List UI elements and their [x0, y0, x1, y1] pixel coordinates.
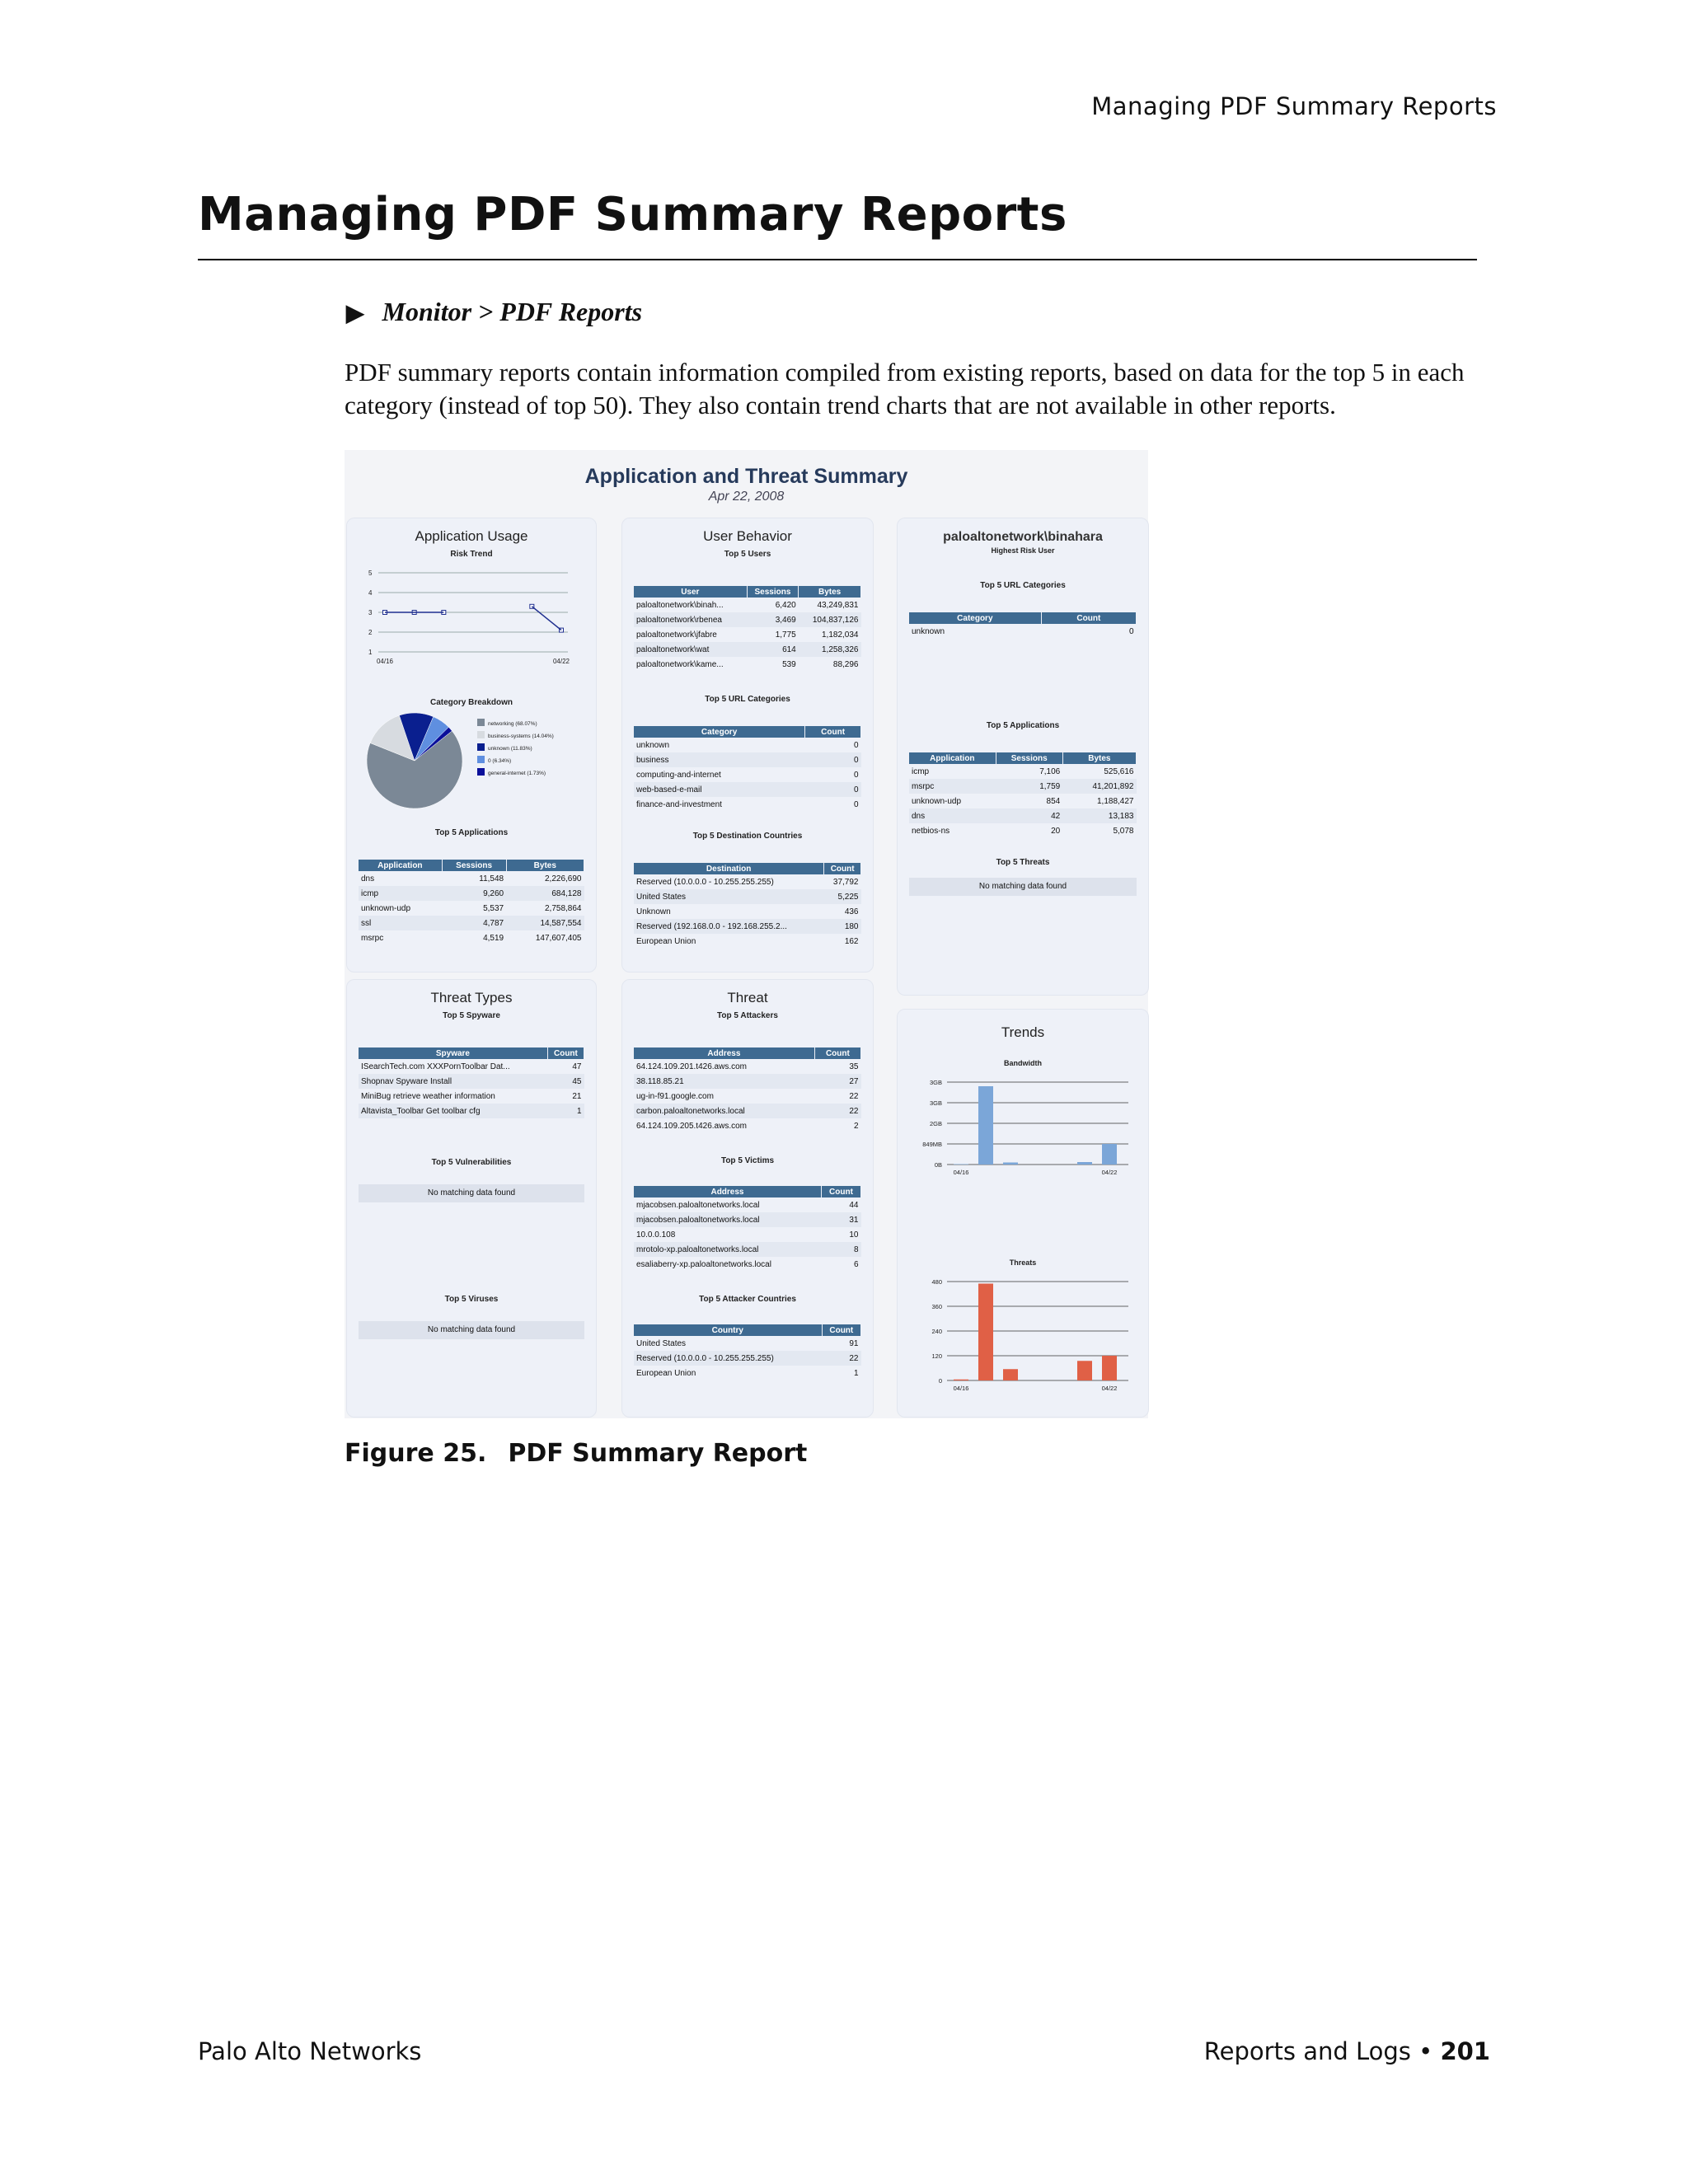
cell: mjacobsen.paloaltonetworks.local [634, 1212, 821, 1227]
y-tick-label: 3 [368, 609, 373, 616]
attacker-countries-table [634, 1324, 861, 1380]
cell: 14,587,554 [506, 916, 584, 930]
figure-caption [345, 1439, 828, 1468]
cell: web-based-e-mail [634, 782, 805, 797]
footer-page [1204, 2037, 1490, 2065]
table-row [634, 1197, 861, 1212]
legend-label: general-internet (1.73%) [488, 771, 546, 776]
cell: 22 [822, 1351, 860, 1366]
table-row [634, 767, 861, 782]
no-data-message: No matching data found [909, 878, 1137, 896]
cell: 31 [821, 1212, 860, 1227]
cell: 4,787 [442, 916, 506, 930]
page-number: 201 [1440, 2037, 1490, 2065]
panel-title: User Behavior [703, 528, 792, 544]
cell: 43,249,831 [817, 600, 859, 610]
x-tick-label: 04/16 [953, 1169, 969, 1176]
col-header: Count [547, 1047, 584, 1059]
table-row [634, 1089, 861, 1104]
col-header: Count [814, 1047, 860, 1059]
top-threats-title: Top 5 Threats [996, 858, 1050, 867]
cell: 162 [844, 936, 859, 946]
y-tick-label: 2 [368, 629, 373, 636]
cell: 44 [849, 1200, 859, 1210]
cell: 6 [853, 1259, 859, 1269]
cell: 37,792 [832, 877, 859, 887]
cell: Unknown [636, 907, 671, 916]
y-tick-label: 3GB [929, 1079, 942, 1086]
risk-trend-title: Risk Trend [450, 550, 493, 559]
table-row [634, 1212, 861, 1227]
col-header: User [634, 586, 747, 598]
y-tick-label: 360 [931, 1303, 942, 1310]
cell: 104,837,126 [799, 612, 861, 627]
cell: 38.118.85.21 [634, 1074, 814, 1089]
running-header: Managing PDF Summary Reports [1091, 92, 1497, 120]
cell: 0 [853, 740, 859, 750]
top-apps-title: Top 5 Applications [986, 721, 1060, 730]
table-row [634, 1059, 861, 1074]
cell: 1,759 [996, 779, 1062, 794]
y-tick-label: 0B [934, 1161, 942, 1169]
cell: finance-and-investment [636, 799, 722, 809]
legend-label: unknown (11.83%) [488, 746, 532, 752]
cell: 13,183 [1062, 808, 1136, 823]
cell: netbios-ns [912, 826, 950, 836]
legend-swatch [477, 731, 485, 738]
figure-label: Figure 25. [345, 1439, 487, 1468]
chart-title: Bandwidth [1004, 1059, 1042, 1067]
table-row [909, 794, 1137, 808]
panel-title: Threat [727, 990, 768, 1005]
y-tick-label: 0 [938, 1377, 942, 1385]
cell: unknown [912, 626, 945, 636]
nav-path [346, 297, 642, 327]
cell: computing-and-internet [636, 770, 721, 780]
title-rule [198, 259, 1477, 260]
cell: 20 [1051, 826, 1061, 836]
cell: ISearchTech.com XXXPornToolbar Dat... [361, 1062, 510, 1071]
cell: 539 [782, 659, 796, 669]
table-row [909, 779, 1137, 794]
col-header: Count [824, 863, 861, 874]
table-row [634, 1242, 861, 1257]
x-tick-label: 04/22 [1101, 1385, 1118, 1392]
cell: 2,758,864 [545, 903, 582, 913]
cell: unknown-udp [912, 796, 962, 806]
table-row [634, 627, 861, 642]
table-row [634, 612, 861, 627]
cell: 47 [572, 1062, 582, 1071]
table-row [909, 823, 1137, 838]
panel-threat [621, 979, 874, 1418]
table-row [634, 934, 861, 949]
table-row [359, 901, 584, 916]
cell: 436 [844, 907, 859, 916]
panel-title: Threat Types [430, 990, 513, 1005]
x-tick-label: 04/16 [376, 658, 394, 665]
bar [1077, 1361, 1092, 1380]
table-row [634, 738, 861, 752]
footer-section: Reports and Logs [1203, 2037, 1411, 2065]
table-row [634, 797, 861, 812]
table-row [634, 1351, 861, 1366]
cell: 525,616 [1104, 766, 1134, 776]
cell: United States [636, 1338, 687, 1348]
cell: 684,128 [506, 886, 584, 901]
col-header: Destination [634, 863, 824, 874]
cell: ssl [359, 916, 442, 930]
cell: 1 [547, 1104, 584, 1118]
y-tick-label: 120 [931, 1352, 942, 1360]
col-header: Bytes [1062, 752, 1136, 764]
top-dest-title: Top 5 Destination Countries [692, 832, 803, 841]
col-header: Sessions [442, 860, 506, 871]
no-data-message: No matching data found [359, 1184, 584, 1202]
col-header: Sessions [747, 586, 799, 598]
top-url-table [909, 612, 1137, 639]
report-figure [345, 450, 1148, 1418]
cell: paloaltonetwork\jfabre [636, 630, 717, 640]
cell: 27 [814, 1074, 860, 1089]
cell: ug-in-f91.google.com [636, 1091, 714, 1101]
top-url-title: Top 5 URL Categories [705, 695, 790, 704]
cell: MiniBug retrieve weather information [361, 1091, 495, 1101]
x-tick-label: 04/22 [1101, 1169, 1118, 1176]
table-row [634, 874, 861, 889]
report-date: Apr 22, 2008 [708, 490, 785, 504]
no-data-message: No matching data found [359, 1321, 584, 1339]
col-header: Bytes [506, 860, 584, 871]
cell: 41,201,892 [1062, 779, 1136, 794]
table-row [634, 1336, 861, 1351]
top-users-table [634, 586, 861, 672]
panel-user-behavior [621, 518, 874, 972]
table-row [634, 782, 861, 797]
table-row [634, 1227, 861, 1242]
table-row [634, 904, 861, 919]
intro-paragraph: PDF summary reports contain information compiled from existing reports, based on data for the top 5 in each category (instead of top 50). They also contain trend charts that are not available in other reports. [345, 358, 1465, 419]
cell: dns [361, 874, 375, 883]
legend-swatch [477, 756, 485, 763]
table-row [634, 1104, 861, 1118]
table-row [634, 1074, 861, 1089]
panel-title: paloaltonetwork\binahara [943, 530, 1103, 544]
col-header: Category [634, 726, 805, 738]
col-header: Count [822, 1324, 860, 1336]
cell: Reserved (10.0.0.0 - 10.255.255.255) [636, 877, 774, 887]
cell: dns [909, 808, 996, 823]
table-row [359, 886, 584, 901]
col-header: Count [805, 726, 861, 738]
cell: 88,296 [832, 659, 859, 669]
table-row [359, 1104, 584, 1118]
top-users-title: Top 5 Users [724, 550, 771, 559]
table-row [634, 1118, 861, 1133]
cell: msrpc [909, 779, 996, 794]
col-header: Count [821, 1186, 860, 1197]
bar [1077, 1162, 1092, 1165]
cell: esaliaberry-xp.paloaltonetworks.local [636, 1259, 771, 1269]
cell: unknown-udp [361, 903, 411, 913]
cell: 91 [849, 1338, 859, 1348]
table-row [634, 598, 861, 612]
table-row [359, 871, 584, 886]
cell: paloaltonetwork\kame... [636, 659, 724, 669]
col-header: Count [1041, 612, 1136, 624]
vulnerabilities-title: Top 5 Vulnerabilities [431, 1158, 512, 1167]
cell: paloaltonetwork\wat [634, 642, 747, 657]
top-apps-table [909, 752, 1137, 838]
cell: 7,106 [1039, 766, 1061, 776]
cell: unknown [636, 740, 670, 750]
bandwidth-chart [898, 1049, 1148, 1197]
col-header: Application [909, 752, 996, 764]
bar [978, 1086, 993, 1165]
panel-highest-risk-user [897, 518, 1149, 996]
panel-title: Application Usage [415, 528, 528, 544]
col-header: Spyware [359, 1047, 547, 1059]
cell: 1,775 [775, 630, 796, 640]
legend-swatch [477, 768, 485, 776]
category-breakdown-title: Category Breakdown [429, 698, 513, 707]
cell: icmp [359, 886, 442, 901]
cell: 180 [824, 919, 861, 934]
panel-subtitle: Highest Risk User [991, 546, 1055, 555]
nav-path-text: Monitor > PDF Reports [382, 297, 643, 326]
cell: 0 [1128, 626, 1134, 636]
y-tick-label: 2GB [929, 1120, 942, 1127]
y-tick-label: 5 [368, 569, 373, 577]
spyware-title: Top 5 Spyware [443, 1011, 500, 1020]
risk-trend-line [532, 607, 561, 630]
cell: 147,607,405 [535, 933, 582, 943]
cell: 2 [853, 1121, 859, 1131]
cell: paloaltonetwork\rbenea [634, 612, 747, 627]
table-row [359, 1059, 584, 1074]
bar [1102, 1356, 1117, 1380]
cell: Reserved (192.168.0.0 - 192.168.255.2... [634, 919, 824, 934]
bar [1003, 1369, 1018, 1380]
y-tick-label: 3GB [929, 1099, 942, 1107]
cell: United States [634, 889, 824, 904]
footer-bullet: • [1418, 2037, 1433, 2065]
top-url-title: Top 5 URL Categories [980, 581, 1066, 590]
cell: 64.124.109.205.t426.aws.com [636, 1121, 747, 1131]
table-row [909, 808, 1137, 823]
cell: 0 [805, 752, 861, 767]
table-row [634, 657, 861, 672]
cell: 1,258,326 [799, 642, 861, 657]
cell: 3,469 [747, 612, 799, 627]
panel-application-usage [346, 518, 597, 972]
cell: 5,225 [824, 889, 861, 904]
cell: 45 [547, 1074, 584, 1089]
col-header: Application [359, 860, 442, 871]
cell: 1 [853, 1368, 859, 1378]
cell: 614 [747, 642, 799, 657]
victims-title: Top 5 Victims [720, 1156, 775, 1165]
legend-label: 0 (6.34%) [488, 758, 512, 764]
spyware-table [359, 1047, 584, 1118]
table-row [909, 764, 1137, 779]
cell: 42 [996, 808, 1062, 823]
table-row [909, 624, 1137, 639]
legend-swatch [477, 719, 485, 726]
cell: business [634, 752, 805, 767]
col-header: Address [634, 1186, 821, 1197]
cell: mjacobsen.paloaltonetworks.local [636, 1200, 760, 1210]
table-row [359, 930, 584, 945]
report-title: Application and Threat Summary [584, 465, 908, 488]
cell: msrpc [361, 933, 384, 943]
cell: 0 [805, 782, 861, 797]
cell: 11,548 [479, 874, 504, 883]
bar [1003, 1163, 1018, 1165]
cell: 64.124.109.201.t426.aws.com [636, 1062, 747, 1071]
category-pie-chart [347, 711, 596, 818]
cell: 8 [821, 1242, 860, 1257]
cell: 4,519 [483, 933, 504, 943]
footer-company: Palo Alto Networks [198, 2037, 422, 2065]
cell: 0 [853, 770, 859, 780]
cell: 5,537 [483, 903, 504, 913]
col-header: Bytes [799, 586, 861, 598]
triangle-arrow-icon: ▶ [346, 301, 364, 326]
attackers-table [634, 1047, 861, 1133]
cell: Reserved (10.0.0.0 - 10.255.255.255) [634, 1351, 822, 1366]
victims-table [634, 1186, 861, 1272]
cell: 1,188,427 [1097, 796, 1134, 806]
cell: 6,420 [775, 600, 796, 610]
cell: 0 [853, 799, 859, 809]
cell: carbon.paloaltonetworks.local [634, 1104, 814, 1118]
cell: 1,182,034 [822, 630, 859, 640]
cell: 21 [572, 1091, 582, 1101]
viruses-title: Top 5 Viruses [444, 1295, 499, 1304]
cell: Altavista_Toolbar Get toolbar cfg [359, 1104, 547, 1118]
table-row [359, 1074, 584, 1089]
cell: icmp [912, 766, 930, 776]
col-header: Address [634, 1047, 814, 1059]
cell: paloaltonetwork\binah... [636, 600, 724, 610]
cell: 5,078 [1113, 826, 1134, 836]
legend-label: networking (68.07%) [488, 721, 537, 727]
top-url-table [634, 726, 861, 812]
bar [978, 1284, 993, 1381]
figure-title: PDF Summary Report [508, 1439, 808, 1468]
top-apps-table [359, 860, 584, 945]
panel-threat-types [346, 979, 597, 1418]
y-tick-label: 480 [931, 1278, 942, 1286]
y-tick-label: 1 [368, 649, 373, 656]
threats-chart [898, 1249, 1148, 1413]
table-row [634, 1257, 861, 1272]
cell: 9,260 [442, 886, 506, 901]
cell: 35 [849, 1062, 859, 1071]
cell: mrotolo-xp.paloaltonetworks.local [634, 1242, 821, 1257]
panel-trends [897, 1009, 1149, 1418]
cell: 10.0.0.108 [636, 1230, 676, 1240]
cell: Shopnav Spyware Install [359, 1074, 547, 1089]
legend-swatch [477, 743, 485, 751]
top-dest-table [634, 863, 861, 949]
x-tick-label: 04/16 [953, 1385, 969, 1392]
table-row [634, 752, 861, 767]
cell: 10 [849, 1230, 859, 1240]
chart-title: Threats [1009, 1258, 1037, 1267]
table-row [359, 916, 584, 930]
table-row [634, 642, 861, 657]
y-tick-label: 849MB [922, 1141, 942, 1148]
top-apps-title: Top 5 Applications [434, 828, 509, 837]
page-title: Managing PDF Summary Reports [198, 188, 1067, 241]
y-tick-label: 240 [931, 1328, 942, 1335]
col-header: Sessions [996, 752, 1062, 764]
cell: 22 [849, 1091, 859, 1101]
attackers-title: Top 5 Attackers [717, 1011, 778, 1020]
cell: European Union [636, 936, 696, 946]
col-header: Country [634, 1324, 822, 1336]
table-row [634, 919, 861, 934]
cell: 854 [1046, 796, 1061, 806]
y-tick-label: 4 [368, 589, 373, 597]
bar [1102, 1144, 1117, 1165]
attacker-countries-title: Top 5 Attacker Countries [699, 1295, 796, 1304]
x-tick-label: 04/22 [552, 658, 570, 665]
cell: 22 [814, 1104, 860, 1118]
cell: European Union [636, 1368, 696, 1378]
col-header: Category [909, 612, 1041, 624]
table-row [634, 889, 861, 904]
legend-label: business-systems (14.04%) [488, 733, 554, 739]
table-row [359, 1089, 584, 1104]
table-row [634, 1366, 861, 1380]
risk-trend-chart [347, 560, 596, 675]
panel-title: Trends [1001, 1024, 1045, 1040]
cell: 2,226,690 [545, 874, 582, 883]
